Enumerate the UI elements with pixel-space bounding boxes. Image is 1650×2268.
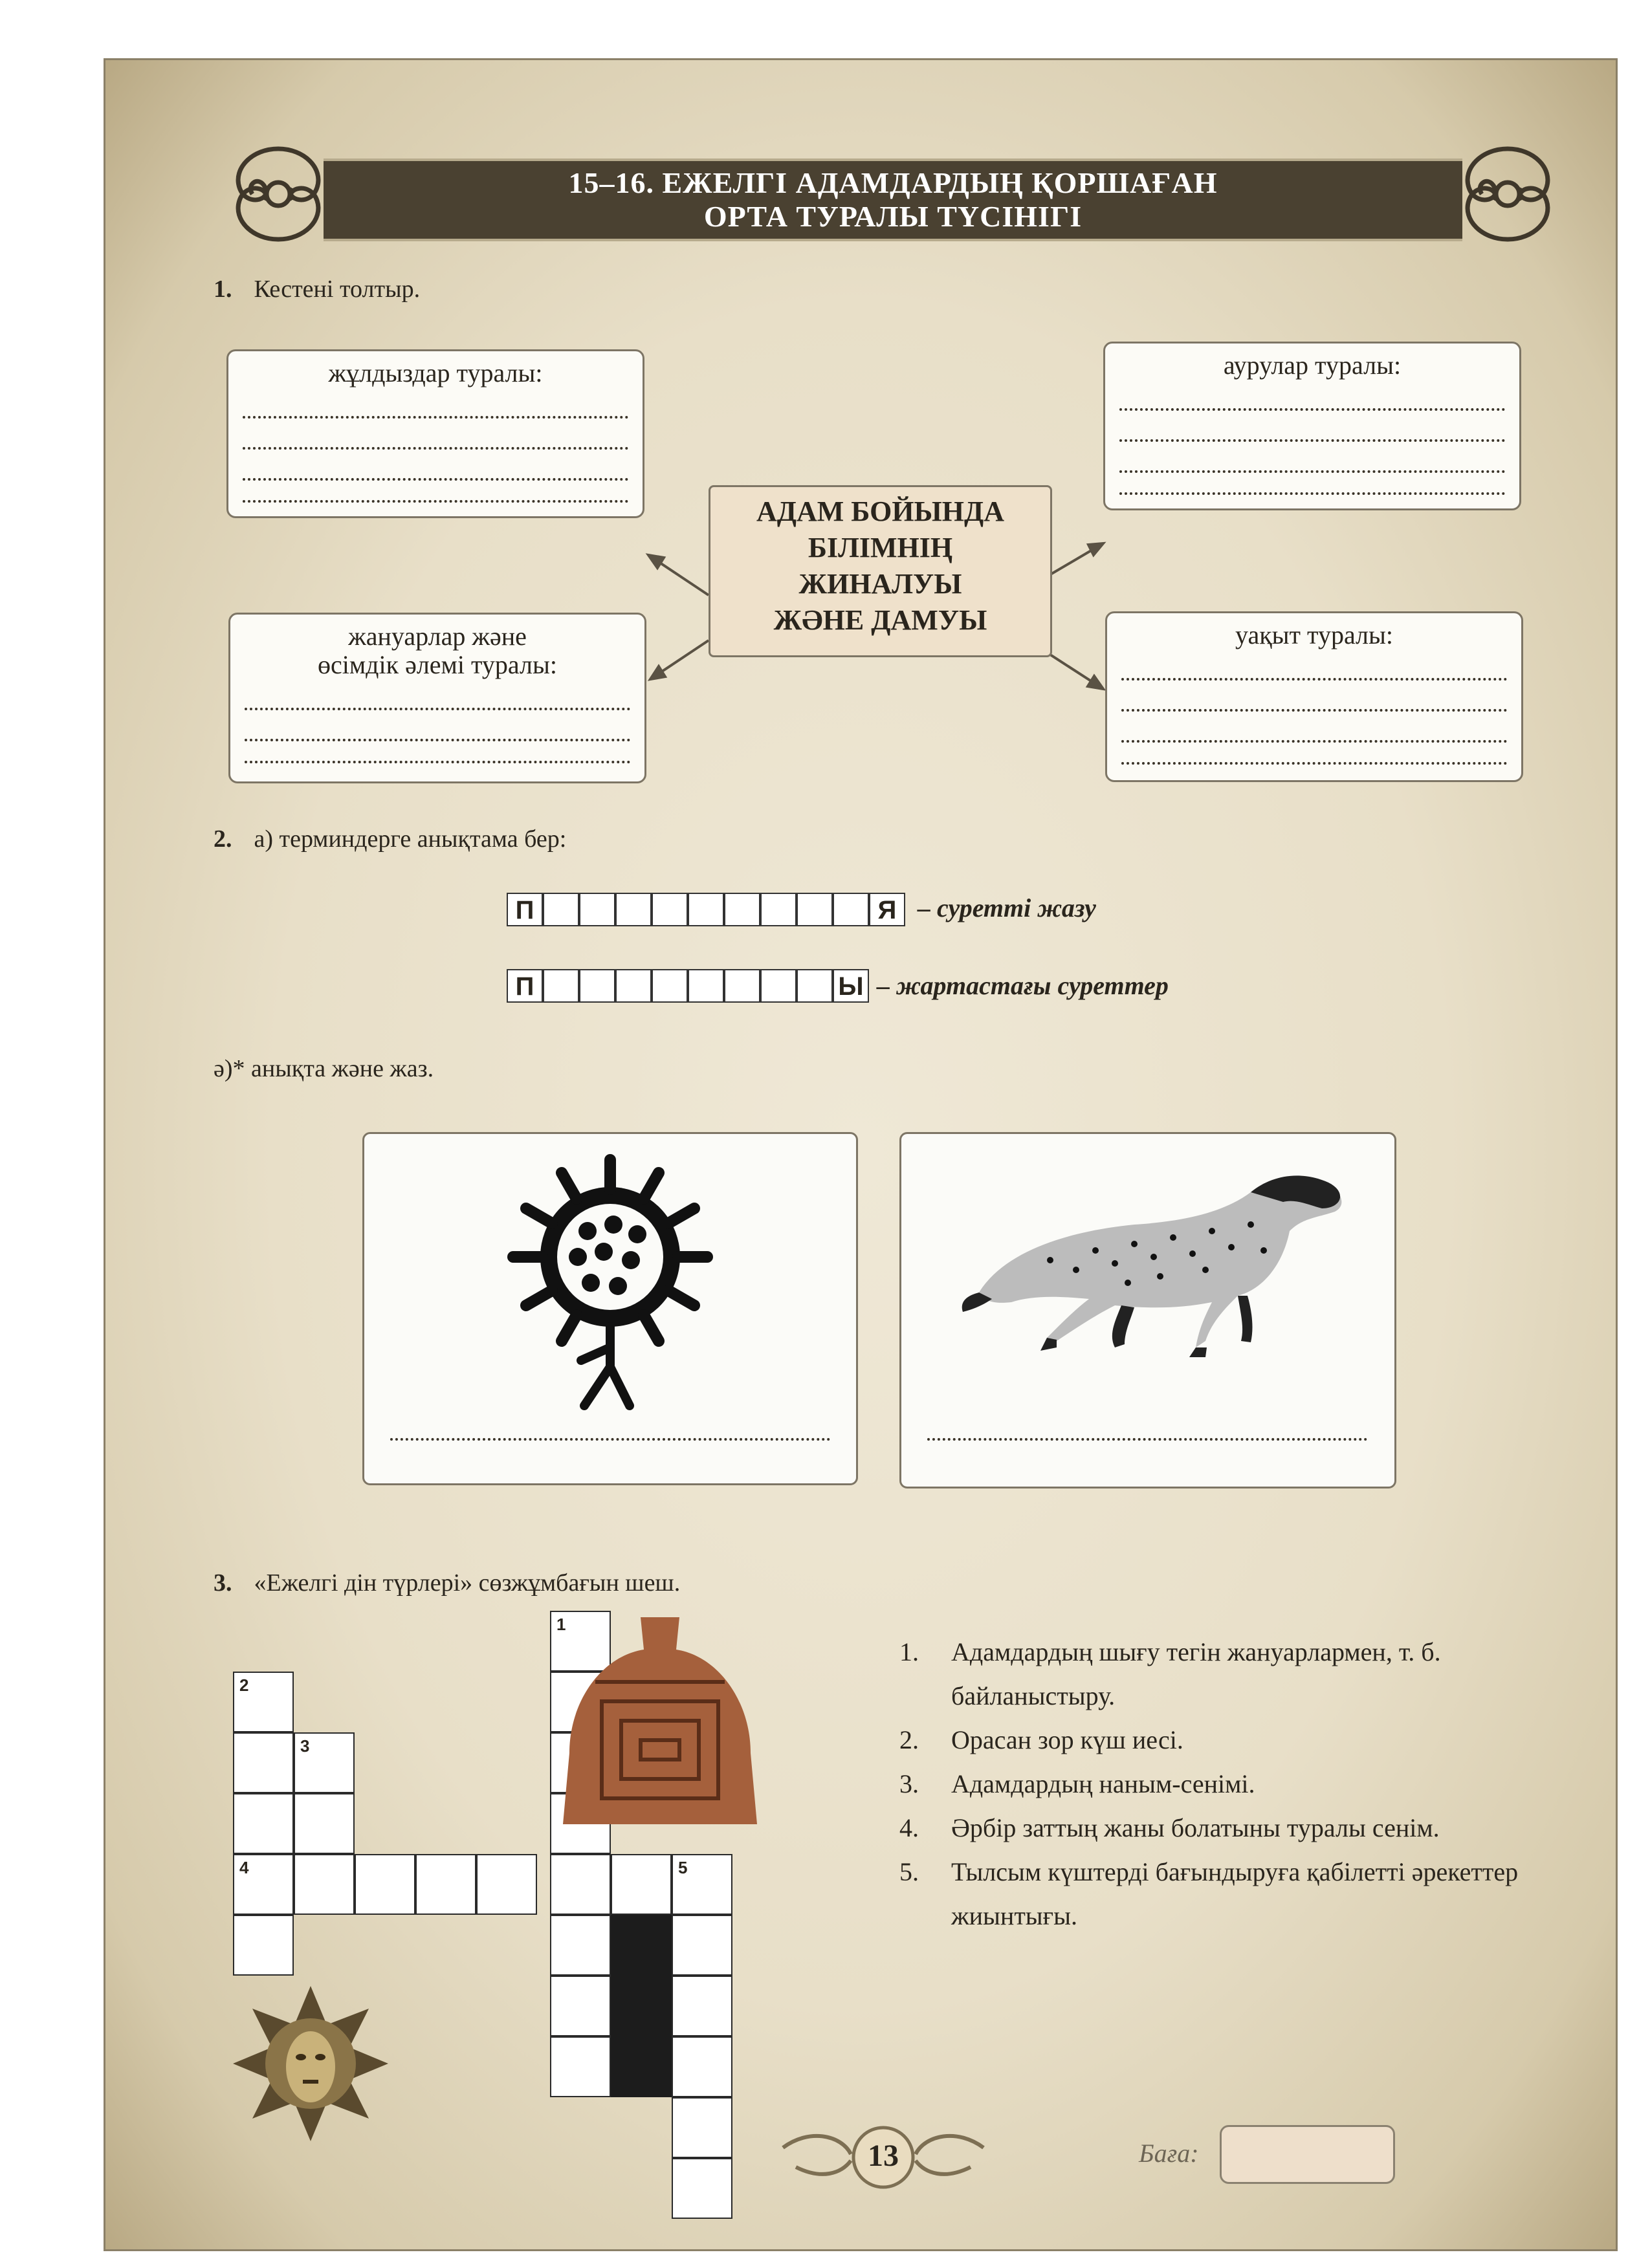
crossword-cell[interactable]	[233, 1672, 294, 1732]
crossword-cell[interactable]	[672, 2158, 732, 2219]
crossword-cell[interactable]	[294, 1793, 355, 1854]
crossword-cell[interactable]	[294, 1732, 355, 1793]
box-animals-title-line2: өсімдік әлемі туралы:	[318, 650, 557, 679]
crossword-cell[interactable]	[355, 1854, 415, 1915]
workbook-page	[104, 58, 1618, 2251]
box-stars	[226, 349, 644, 518]
crossword-cell[interactable]	[611, 1854, 672, 1915]
term2-cell[interactable]	[760, 969, 797, 1003]
crossword-cell[interactable]	[294, 1854, 355, 1915]
page-title-line1: 15–16. ЕЖЕЛГІ АДАМДАРДЫҢ ҚОРШАҒАН	[568, 166, 1218, 199]
task3-header	[214, 1569, 680, 1597]
clue-number-1: 1	[556, 1615, 566, 1634]
task2-header	[214, 825, 566, 853]
clue-2	[899, 1718, 1521, 1762]
term1-cell[interactable]	[615, 893, 652, 926]
center-line-1: АДАМ БОЙЫНДА	[756, 496, 1005, 527]
crossword-cell[interactable]	[550, 1976, 611, 2036]
center-line-2: БІЛІМНІҢ	[808, 532, 953, 563]
page-number: 13	[868, 2139, 899, 2173]
crossword-cell[interactable]	[550, 2036, 611, 2097]
clue-1	[899, 1630, 1521, 1718]
answer-line[interactable]	[243, 425, 628, 450]
crossword-cell[interactable]	[233, 1854, 294, 1915]
answer-line[interactable]	[1121, 687, 1507, 712]
cave-horse-painting-icon	[901, 1134, 1394, 1487]
term1-cell[interactable]	[760, 893, 797, 926]
crossword-cell[interactable]	[550, 1915, 611, 1976]
term1-grid	[507, 893, 908, 926]
petroglyph-sun-box	[362, 1132, 858, 1485]
term2-cell[interactable]	[652, 969, 688, 1003]
term1-cell[interactable]	[579, 893, 615, 926]
crossword-cell[interactable]	[672, 1915, 732, 1976]
clue-list	[899, 1630, 1521, 1938]
task2-part-a: а) терминдерге анықтама бер:	[254, 825, 567, 853]
answer-line[interactable]	[245, 686, 630, 710]
clue-5	[899, 1850, 1521, 1938]
clue-number-2: 2	[239, 1675, 249, 1695]
ritual-objects-image	[611, 1915, 672, 2097]
answer-line[interactable]	[1121, 718, 1507, 743]
task1-number: 1.	[214, 276, 232, 303]
term2-cell[interactable]	[797, 969, 833, 1003]
center-line-4: ЖӘНЕ ДАМУЫ	[773, 604, 987, 636]
task1-instruction: Кестені толтыр.	[254, 276, 421, 303]
answer-line[interactable]	[243, 487, 628, 503]
box-time	[1105, 611, 1523, 782]
crossword-cell[interactable]	[476, 1854, 537, 1915]
clue-text: Тылсым күштерді бағындыруға қабілетті әрекеттер жиынтығы.	[951, 1857, 1519, 1930]
term2-cell[interactable]	[579, 969, 615, 1003]
page-title-line2: ОРТА ТУРАЛЫ ТҮСІНІГІ	[703, 200, 1083, 233]
clue-text: Әрбір заттың жаны болатыны туралы сенім.	[951, 1813, 1440, 1842]
clue-text: Адамдардың шығу тегін жануарлармен, т. б. байланыстыру.	[951, 1637, 1441, 1710]
center-line-3: ЖИНАЛУЫ	[798, 568, 962, 600]
crossword-cell[interactable]	[672, 1854, 732, 1915]
sun-petroglyph-icon	[364, 1134, 856, 1483]
answer-line[interactable]	[245, 717, 630, 741]
crossword-cell[interactable]	[233, 1732, 294, 1793]
answer-line[interactable]	[1119, 448, 1505, 473]
answer-line[interactable]	[1119, 479, 1505, 495]
clue-number: 3.	[899, 1769, 919, 1798]
box-diseases	[1103, 342, 1521, 510]
term2-cell[interactable]	[724, 969, 760, 1003]
box-stars-title: жұлдыздар туралы:	[328, 358, 543, 387]
answer-line[interactable]	[245, 748, 630, 763]
clue-number: 2.	[899, 1725, 919, 1754]
clue-number: 5.	[899, 1857, 919, 1886]
term2-definition: – жартастағы суреттер	[877, 971, 1169, 1000]
term1-definition: – суретті жазу	[918, 893, 1096, 922]
box-animals-title-line1: жануарлар және	[348, 622, 527, 651]
term1-cell[interactable]	[688, 893, 724, 926]
answer-line[interactable]	[927, 1438, 1367, 1441]
term1-cell[interactable]	[543, 893, 579, 926]
cave-horse-box	[899, 1132, 1396, 1488]
crossword-cell[interactable]	[233, 1793, 294, 1854]
crossword-cell[interactable]	[550, 1854, 611, 1915]
answer-line[interactable]	[1121, 749, 1507, 765]
crossword-cell[interactable]	[233, 1915, 294, 1976]
clue-4	[899, 1806, 1521, 1850]
term1-cell[interactable]	[833, 893, 869, 926]
clue-3	[899, 1762, 1521, 1806]
term1-cell-last[interactable]: Я	[869, 893, 905, 926]
task3-number: 3.	[214, 1569, 232, 1597]
clue-number-5: 5	[678, 1858, 688, 1877]
crossword-cell[interactable]	[672, 2036, 732, 2097]
grade-label: Баға:	[1139, 2139, 1199, 2168]
answer-line[interactable]	[243, 456, 628, 481]
answer-line[interactable]	[1119, 417, 1505, 442]
term2-cell[interactable]	[688, 969, 724, 1003]
shaman-mask-icon	[233, 1986, 388, 2141]
clue-number: 4.	[899, 1813, 919, 1842]
clue-number-4: 4	[239, 1858, 249, 1877]
task3-instruction: «Ежелгі дін түрлері» сөзжұмбағын шеш.	[254, 1569, 681, 1597]
crossword-cell[interactable]	[672, 1976, 732, 2036]
clue-number: 1.	[899, 1637, 919, 1666]
term2-cell[interactable]	[615, 969, 652, 1003]
answer-line[interactable]	[243, 394, 628, 419]
term1-cell-first[interactable]: П	[507, 893, 543, 926]
answer-line[interactable]	[1119, 386, 1505, 411]
term2-cell-last[interactable]: Ы	[833, 969, 869, 1003]
answer-line[interactable]	[1121, 656, 1507, 681]
crossword-cell[interactable]	[415, 1854, 476, 1915]
crossword-cell[interactable]	[672, 2097, 732, 2158]
term1-cell[interactable]	[652, 893, 688, 926]
box-animals-plants	[228, 613, 646, 783]
box-diseases-title: аурулар туралы:	[1223, 351, 1402, 380]
clue-number-3: 3	[300, 1736, 310, 1756]
clue-text: Орасан зор күш иесі.	[951, 1725, 1183, 1754]
task2-part-b: ә)* анықта және жаз.	[214, 1055, 434, 1082]
term1-cell[interactable]	[797, 893, 833, 926]
answer-line[interactable]	[390, 1438, 830, 1441]
term2-cell-first[interactable]: П	[507, 969, 543, 1003]
clue-text: Адамдардың наным-сенімі.	[951, 1769, 1255, 1798]
term1-cell[interactable]	[724, 893, 760, 926]
term2-cell[interactable]	[543, 969, 579, 1003]
box-time-title: уақыт туралы:	[1235, 620, 1394, 649]
clay-vessel-icon	[556, 1611, 764, 1844]
task2-number: 2.	[214, 825, 232, 853]
term2-grid	[507, 969, 869, 1003]
center-concept-box	[709, 485, 1052, 657]
grade-field[interactable]	[1220, 2125, 1395, 2184]
